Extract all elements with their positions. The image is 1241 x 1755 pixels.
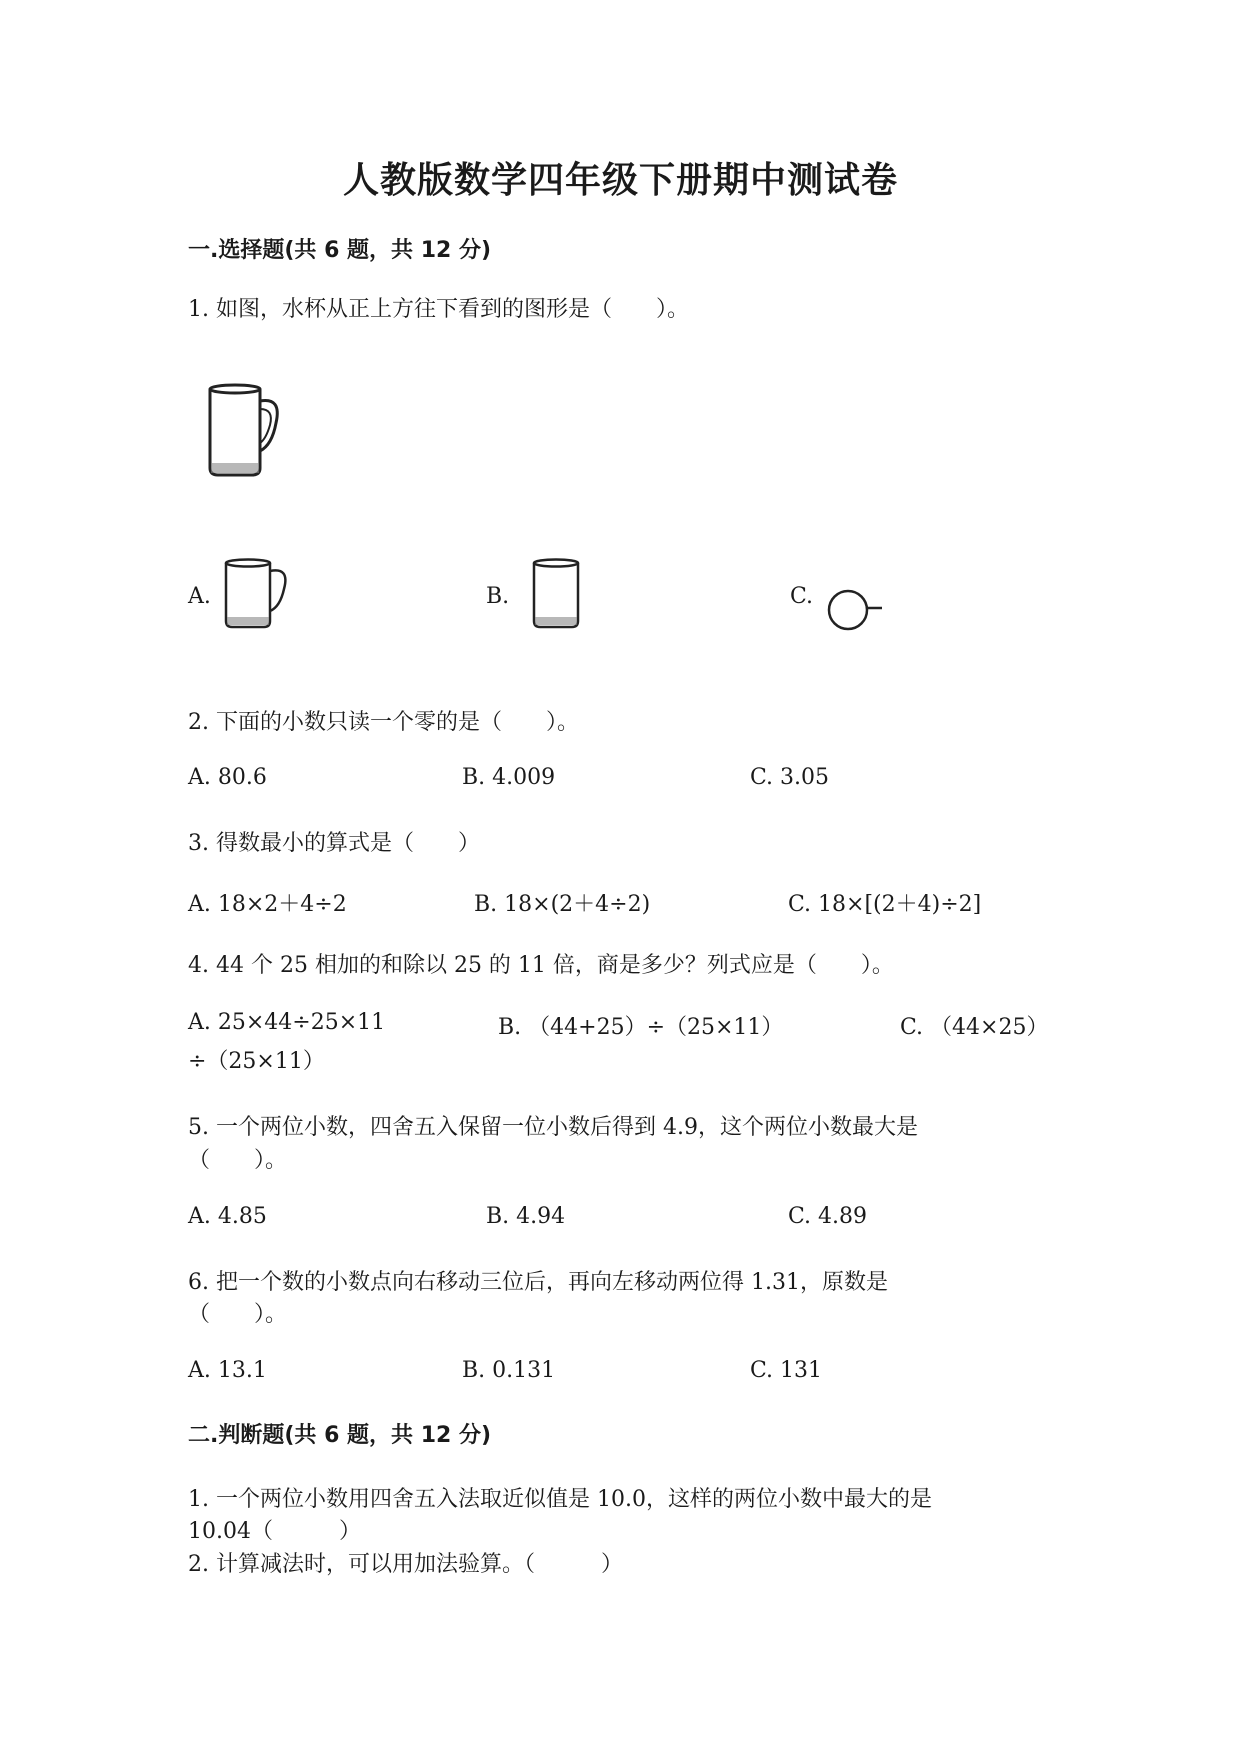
q4-option-c-continuation: ÷（25×11）: [188, 1049, 325, 1074]
cylinder-cup-icon: [530, 557, 586, 633]
q3-option-b: B. 18×(2＋4÷2): [474, 892, 651, 917]
q4-option-c: C. （44×25）: [900, 1015, 1049, 1040]
question-2-text: 2. 下面的小数只读一个零的是（ ）。: [188, 710, 579, 735]
question-4-text: 4. 44 个 25 相加的和除以 25 的 11 倍，商是多少？列式应是（ ）。: [188, 953, 894, 978]
circle-with-handle-icon: [826, 588, 896, 632]
question-6-text: 6. 把一个数的小数点向右移动三位后，再向左移动两位得 1.31，原数是: [188, 1270, 888, 1295]
q3-option-a: A. 18×2＋4÷2: [188, 892, 347, 917]
q4-option-b: B. （44+25）÷（25×11）: [498, 1015, 784, 1040]
q5-option-b: B. 4.94: [486, 1204, 566, 1229]
q2-option-a: A. 80.6: [188, 765, 267, 790]
judgment-1-text-continuation: 10.04（ ）: [188, 1519, 361, 1544]
q1-option-b: B.: [486, 584, 510, 609]
page-title: 人教版数学四年级下册期中测试卷: [342, 159, 898, 201]
mug-reference-icon: [200, 383, 290, 483]
q4-option-a: A. 25×44÷25×11: [188, 1010, 386, 1035]
q6-option-a: A. 13.1: [188, 1358, 267, 1383]
question-6-text-continuation: （ ）。: [188, 1302, 288, 1327]
question-3-text: 3. 得数最小的算式是（ ）: [188, 831, 480, 856]
q1-option-a: A.: [188, 584, 211, 609]
mug-with-handle-icon: [222, 557, 292, 633]
q6-option-c: C. 131: [750, 1358, 823, 1383]
q2-option-c: C. 3.05: [750, 765, 830, 790]
q5-option-a: A. 4.85: [188, 1204, 267, 1229]
question-5-text: 5. 一个两位小数，四舍五入保留一位小数后得到 4.9，这个两位小数最大是: [188, 1115, 918, 1140]
q5-option-c: C. 4.89: [788, 1204, 868, 1229]
q1-option-c: C.: [790, 584, 814, 609]
section-heading-judgment: 二.判断题(共 6 题，共 12 分): [188, 1423, 492, 1448]
q6-option-b: B. 0.131: [462, 1358, 556, 1383]
q3-option-c: C. 18×[(2＋4)÷2]: [788, 892, 982, 917]
section-heading-choice: 一.选择题(共 6 题，共 12 分): [188, 238, 492, 263]
judgment-1-text: 1. 一个两位小数用四舍五入法取近似值是 10.0，这样的两位小数中最大的是: [188, 1487, 932, 1512]
judgment-2-text: 2. 计算减法时，可以用加法验算。（ ）: [188, 1552, 623, 1577]
q2-option-b: B. 4.009: [462, 765, 556, 790]
question-1-text: 1. 如图，水杯从正上方往下看到的图形是（ ）。: [188, 297, 689, 322]
question-5-text-continuation: （ ）。: [188, 1148, 288, 1173]
